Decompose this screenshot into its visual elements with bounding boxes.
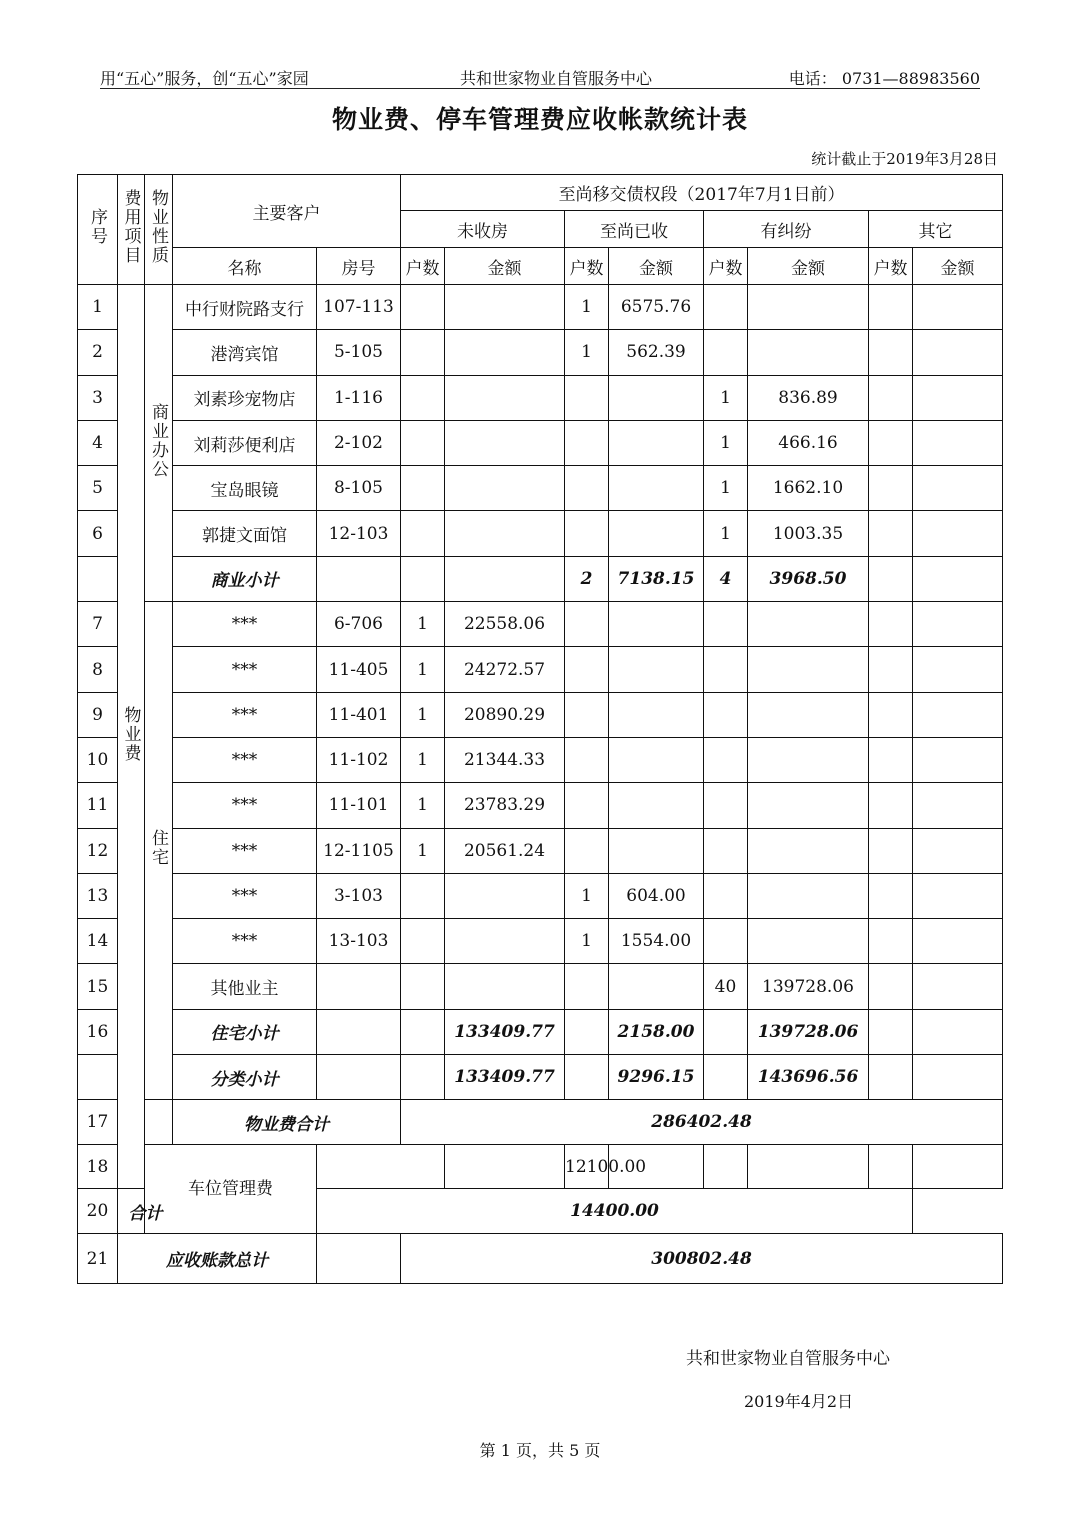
header-name: 名称 xyxy=(173,248,317,285)
row-u_a: 20890.29 xyxy=(445,692,565,737)
row-o_n xyxy=(869,828,913,873)
fee-item-property: 物业费 xyxy=(118,285,145,1189)
row-c_a xyxy=(609,783,704,828)
row-d_n xyxy=(704,1009,748,1054)
table-row xyxy=(78,647,1003,692)
header-households: 户数 xyxy=(565,248,609,285)
row-u_a: 12100.00 xyxy=(565,1145,609,1189)
row-d_n: 1 xyxy=(704,420,748,465)
row-c_n: 1 xyxy=(565,285,609,330)
row-c_a: 604.00 xyxy=(609,873,704,918)
row-c_a: 9296.15 xyxy=(609,1055,704,1100)
as-of-date: 统计截止于2019年3月28日 xyxy=(811,150,998,168)
table-row xyxy=(78,873,1003,918)
row-d_a xyxy=(748,330,869,375)
row-seq: 7 xyxy=(78,602,118,647)
row-seq: 11 xyxy=(78,783,118,828)
page-title: 物业费、停车管理费应收帐款统计表 xyxy=(331,105,748,134)
row-c_a: 562.39 xyxy=(609,330,704,375)
table-row xyxy=(78,602,1003,647)
table-row xyxy=(78,1055,1003,1100)
table-row xyxy=(78,511,1003,556)
row-name: 住宅小计 xyxy=(173,1009,317,1054)
header-amount: 金额 xyxy=(609,248,704,285)
row-name: 商业小计 xyxy=(173,556,317,601)
row-u_n xyxy=(401,919,445,964)
row-o_a xyxy=(913,873,1003,918)
header-households: 户数 xyxy=(704,248,748,285)
row-o_n xyxy=(869,466,913,511)
row-seq: 18 xyxy=(78,1145,118,1189)
header-row-1 xyxy=(78,175,1003,211)
row-name: *** xyxy=(173,647,317,692)
row-c_a: 7138.15 xyxy=(609,556,704,601)
row-room xyxy=(317,964,401,1009)
row-u_n: 1 xyxy=(401,647,445,692)
row-u_n xyxy=(401,466,445,511)
header-households: 户数 xyxy=(869,248,913,285)
row-d_a: 466.16 xyxy=(748,420,869,465)
row-c_a xyxy=(609,737,704,782)
row-c_n xyxy=(565,828,609,873)
row-u_a xyxy=(445,420,565,465)
row-u_a: 133409.77 xyxy=(445,1055,565,1100)
row-c_a: 1554.00 xyxy=(609,919,704,964)
table-row-grand-total xyxy=(78,1234,1003,1284)
prop-type-residential: 住宅 xyxy=(145,602,173,1100)
row-d_n xyxy=(704,828,748,873)
header-amount: 金额 xyxy=(748,248,869,285)
empty-cell xyxy=(869,1145,913,1189)
row-name: 刘素珍宠物店 xyxy=(173,375,317,420)
table-row xyxy=(78,466,1003,511)
row-o_a xyxy=(913,511,1003,556)
row-o_n xyxy=(869,375,913,420)
row-name: 郭捷文面馆 xyxy=(173,511,317,556)
row-room: 12-103 xyxy=(317,511,401,556)
row-c_n: 1 xyxy=(565,919,609,964)
row-seq: 20 xyxy=(78,1189,118,1234)
row-c_a xyxy=(609,511,704,556)
footer-date: 2019年4月2日 xyxy=(744,1392,854,1411)
row-room: 5-105 xyxy=(317,330,401,375)
empty-cell xyxy=(317,1234,401,1284)
table-row xyxy=(78,783,1003,828)
table-row-parking xyxy=(78,1145,1003,1189)
row-room: 1-116 xyxy=(317,375,401,420)
row-o_a xyxy=(913,647,1003,692)
header-main-customer: 主要客户 xyxy=(173,175,401,248)
row-u_n xyxy=(401,420,445,465)
row-room: 13-103 xyxy=(317,919,401,964)
row-o_n xyxy=(869,330,913,375)
row-u_n xyxy=(401,511,445,556)
header-households: 户数 xyxy=(401,248,445,285)
empty-cell xyxy=(704,1145,748,1189)
row-value: 300802.48 xyxy=(401,1234,1003,1284)
row-c_n: 2 xyxy=(565,556,609,601)
row-seq xyxy=(78,556,118,601)
row-o_n xyxy=(869,556,913,601)
row-d_n xyxy=(704,602,748,647)
row-o_n xyxy=(869,783,913,828)
table-row xyxy=(78,1009,1003,1054)
row-label: 应收账款总计 xyxy=(118,1234,317,1284)
row-u_n xyxy=(401,1009,445,1054)
row-c_n xyxy=(565,737,609,782)
row-u_a xyxy=(445,285,565,330)
row-u_n: 1 xyxy=(401,602,445,647)
header-collected: 至尚已收 xyxy=(565,211,704,248)
row-u_n: 1 xyxy=(401,783,445,828)
table-row xyxy=(78,420,1003,465)
row-d_a: 139728.06 xyxy=(748,1009,869,1054)
row-d_n xyxy=(704,647,748,692)
header-slogan: 用“五心”服务，创“五心”家园 xyxy=(100,69,309,88)
row-u_n xyxy=(401,1055,445,1100)
row-d_n xyxy=(704,873,748,918)
row-o_n xyxy=(869,285,913,330)
row-u_a: 23783.29 xyxy=(445,783,565,828)
row-d_a: 139728.06 xyxy=(748,964,869,1009)
row-seq xyxy=(78,1055,118,1100)
row-c_a xyxy=(609,828,704,873)
row-u_a xyxy=(445,511,565,556)
row-name: *** xyxy=(173,737,317,782)
header-phone: 电话： 0731—88983560 xyxy=(788,69,980,88)
row-d_a: 143696.56 xyxy=(748,1055,869,1100)
header-period: 至尚移交债权段（2017年7月1日前） xyxy=(401,175,1003,211)
table-row xyxy=(78,692,1003,737)
row-seq: 1 xyxy=(78,285,118,330)
table-row xyxy=(78,919,1003,964)
table-row xyxy=(78,964,1003,1009)
prop-type-commercial: 商业办公 xyxy=(145,285,173,602)
row-room: 2-102 xyxy=(317,420,401,465)
row-o_n xyxy=(869,919,913,964)
row-d_a: 1003.35 xyxy=(748,511,869,556)
row-room: 107-113 xyxy=(317,285,401,330)
row-label: 物业费合计 xyxy=(173,1100,401,1145)
row-o_a xyxy=(913,783,1003,828)
row-o_n xyxy=(869,602,913,647)
row-d_a xyxy=(748,647,869,692)
row-c_n: 1 xyxy=(565,873,609,918)
row-c_a: 6575.76 xyxy=(609,285,704,330)
row-o_a xyxy=(913,330,1003,375)
row-u_n: 1 xyxy=(401,737,445,782)
row-name: *** xyxy=(173,919,317,964)
row-c_a xyxy=(609,466,704,511)
row-c_n xyxy=(565,602,609,647)
row-o_a xyxy=(913,285,1003,330)
row-d_n xyxy=(704,1055,748,1100)
row-room: 12-1105 xyxy=(317,828,401,873)
empty-cell xyxy=(748,1145,869,1189)
row-u_a: 20561.24 xyxy=(445,828,565,873)
row-o_n xyxy=(869,692,913,737)
row-d_n: 1 xyxy=(704,511,748,556)
row-c_n: 1 xyxy=(565,330,609,375)
row-o_a xyxy=(913,828,1003,873)
row-d_n xyxy=(704,737,748,782)
row-value: 14400.00 xyxy=(317,1189,913,1234)
row-room: 11-102 xyxy=(317,737,401,782)
row-c_n xyxy=(565,375,609,420)
row-d_a xyxy=(748,737,869,782)
row-c_a: 2158.00 xyxy=(609,1009,704,1054)
row-d_a xyxy=(748,285,869,330)
row-u_a: 22558.06 xyxy=(445,602,565,647)
row-seq: 15 xyxy=(78,964,118,1009)
receivables-table xyxy=(77,174,1003,1284)
row-name: *** xyxy=(173,873,317,918)
row-d_a xyxy=(748,828,869,873)
row-u_n: 1 xyxy=(401,692,445,737)
row-seq: 4 xyxy=(78,420,118,465)
row-room: 11-405 xyxy=(317,647,401,692)
footer-org: 共和世家物业自管服务中心 xyxy=(686,1349,890,1369)
header-amount: 金额 xyxy=(913,248,1003,285)
row-d_a xyxy=(748,602,869,647)
row-name: *** xyxy=(173,692,317,737)
row-name: 其他业主 xyxy=(173,964,317,1009)
row-name: 港湾宾馆 xyxy=(173,330,317,375)
row-c_n xyxy=(565,1055,609,1100)
row-room xyxy=(317,556,401,601)
empty-cell xyxy=(445,1145,565,1189)
row-name: 中行财院路支行 xyxy=(173,285,317,330)
row-d_n xyxy=(704,919,748,964)
row-u_a xyxy=(445,919,565,964)
header-row-3 xyxy=(78,248,1003,285)
row-o_n xyxy=(869,1009,913,1054)
row-c_n xyxy=(565,466,609,511)
row-seq: 12 xyxy=(78,828,118,873)
row-c_n xyxy=(565,1009,609,1054)
row-c_n xyxy=(565,511,609,556)
row-name: *** xyxy=(173,783,317,828)
row-o_a xyxy=(913,420,1003,465)
row-room xyxy=(317,1009,401,1054)
row-d_n: 1 xyxy=(704,375,748,420)
table-row xyxy=(78,556,1003,601)
row-room: 3-103 xyxy=(317,873,401,918)
row-name: *** xyxy=(173,828,317,873)
empty-cell xyxy=(913,1145,1003,1189)
row-c_n xyxy=(565,783,609,828)
row-d_a: 3968.50 xyxy=(748,556,869,601)
row-u_n xyxy=(401,285,445,330)
row-value: 286402.48 xyxy=(401,1100,1003,1145)
row-seq: 3 xyxy=(78,375,118,420)
table-row xyxy=(78,330,1003,375)
row-c_n xyxy=(565,420,609,465)
row-c_n xyxy=(565,692,609,737)
row-d_n: 40 xyxy=(704,964,748,1009)
row-u_a: 24272.57 xyxy=(445,647,565,692)
row-o_n xyxy=(869,873,913,918)
row-d_n xyxy=(704,285,748,330)
row-u_n xyxy=(401,375,445,420)
row-u_n xyxy=(401,873,445,918)
row-u_a xyxy=(445,556,565,601)
row-name: 宝岛眼镜 xyxy=(173,466,317,511)
row-c_a xyxy=(609,692,704,737)
row-c_n xyxy=(565,647,609,692)
row-d_n xyxy=(704,330,748,375)
row-d_n xyxy=(704,692,748,737)
row-o_a xyxy=(913,375,1003,420)
row-c_a xyxy=(609,647,704,692)
page-header xyxy=(100,66,980,89)
row-o_a xyxy=(913,964,1003,1009)
row-seq: 10 xyxy=(78,737,118,782)
row-seq: 6 xyxy=(78,511,118,556)
row-seq: 14 xyxy=(78,919,118,964)
row-seq: 5 xyxy=(78,466,118,511)
row-room: 11-401 xyxy=(317,692,401,737)
fee-item-parking: 车位管理费 xyxy=(145,1145,317,1234)
row-d_n: 1 xyxy=(704,466,748,511)
header-amount: 金额 xyxy=(445,248,565,285)
row-o_a xyxy=(913,466,1003,511)
row-u_a xyxy=(445,330,565,375)
row-u_n: 1 xyxy=(401,828,445,873)
row-name: 分类小计 xyxy=(173,1055,317,1100)
row-u_a xyxy=(445,375,565,420)
row-seq: 9 xyxy=(78,692,118,737)
row-o_n xyxy=(869,420,913,465)
row-o_a xyxy=(913,737,1003,782)
header-room: 房号 xyxy=(317,248,401,285)
header-prop-type: 物业性质 xyxy=(145,175,173,285)
row-room: 6-706 xyxy=(317,602,401,647)
row-d_n: 4 xyxy=(704,556,748,601)
table-row-property-total xyxy=(78,1100,1003,1145)
table-row xyxy=(78,828,1003,873)
header-unsold: 未收房 xyxy=(401,211,565,248)
row-o_a xyxy=(913,602,1003,647)
row-name: 刘莉莎便利店 xyxy=(173,420,317,465)
row-o_a xyxy=(913,919,1003,964)
row-d_a xyxy=(748,873,869,918)
row-seq: 8 xyxy=(78,647,118,692)
empty-cell xyxy=(145,1100,173,1145)
row-u_n xyxy=(401,556,445,601)
row-o_n xyxy=(869,511,913,556)
header-seq: 序号 xyxy=(78,175,118,285)
row-d_a xyxy=(748,919,869,964)
table-row xyxy=(78,375,1003,420)
row-c_n xyxy=(565,964,609,1009)
row-o_n xyxy=(869,964,913,1009)
row-c_a xyxy=(609,602,704,647)
row-o_n xyxy=(869,1055,913,1100)
row-seq: 16 xyxy=(78,1009,118,1054)
row-o_a xyxy=(913,692,1003,737)
row-c_a xyxy=(609,420,704,465)
row-d_n xyxy=(704,783,748,828)
header-fee-item: 费用项目 xyxy=(118,175,145,285)
row-room xyxy=(317,1055,401,1100)
row-u_a xyxy=(445,466,565,511)
row-seq: 21 xyxy=(78,1234,118,1284)
row-o_a xyxy=(913,556,1003,601)
row-room: 11-101 xyxy=(317,783,401,828)
page-number: 第 1 页，共 5 页 xyxy=(479,1441,601,1460)
row-d_a: 1662.10 xyxy=(748,466,869,511)
row-name: *** xyxy=(173,602,317,647)
empty-cell xyxy=(317,1145,445,1189)
row-room: 8-105 xyxy=(317,466,401,511)
table-row xyxy=(78,737,1003,782)
row-u_n xyxy=(401,964,445,1009)
row-d_a xyxy=(748,783,869,828)
row-label: 合计 xyxy=(118,1189,173,1234)
row-seq: 17 xyxy=(78,1100,118,1145)
header-dispute: 有纠纷 xyxy=(704,211,869,248)
row-u_a xyxy=(445,873,565,918)
row-o_n xyxy=(869,647,913,692)
row-o_a xyxy=(913,1055,1003,1100)
row-seq: 2 xyxy=(78,330,118,375)
row-o_n xyxy=(869,737,913,782)
row-u_a: 21344.33 xyxy=(445,737,565,782)
row-o_a xyxy=(913,1009,1003,1054)
row-d_a xyxy=(748,692,869,737)
row-u_a xyxy=(445,964,565,1009)
header-other: 其它 xyxy=(869,211,1003,248)
row-u_a: 133409.77 xyxy=(445,1009,565,1054)
table-row xyxy=(78,285,1003,330)
row-u_n xyxy=(401,330,445,375)
row-c_a xyxy=(609,964,704,1009)
header-center-name: 共和世家物业自管服务中心 xyxy=(460,69,653,88)
row-seq: 13 xyxy=(78,873,118,918)
row-c_a xyxy=(609,375,704,420)
row-d_a: 836.89 xyxy=(748,375,869,420)
